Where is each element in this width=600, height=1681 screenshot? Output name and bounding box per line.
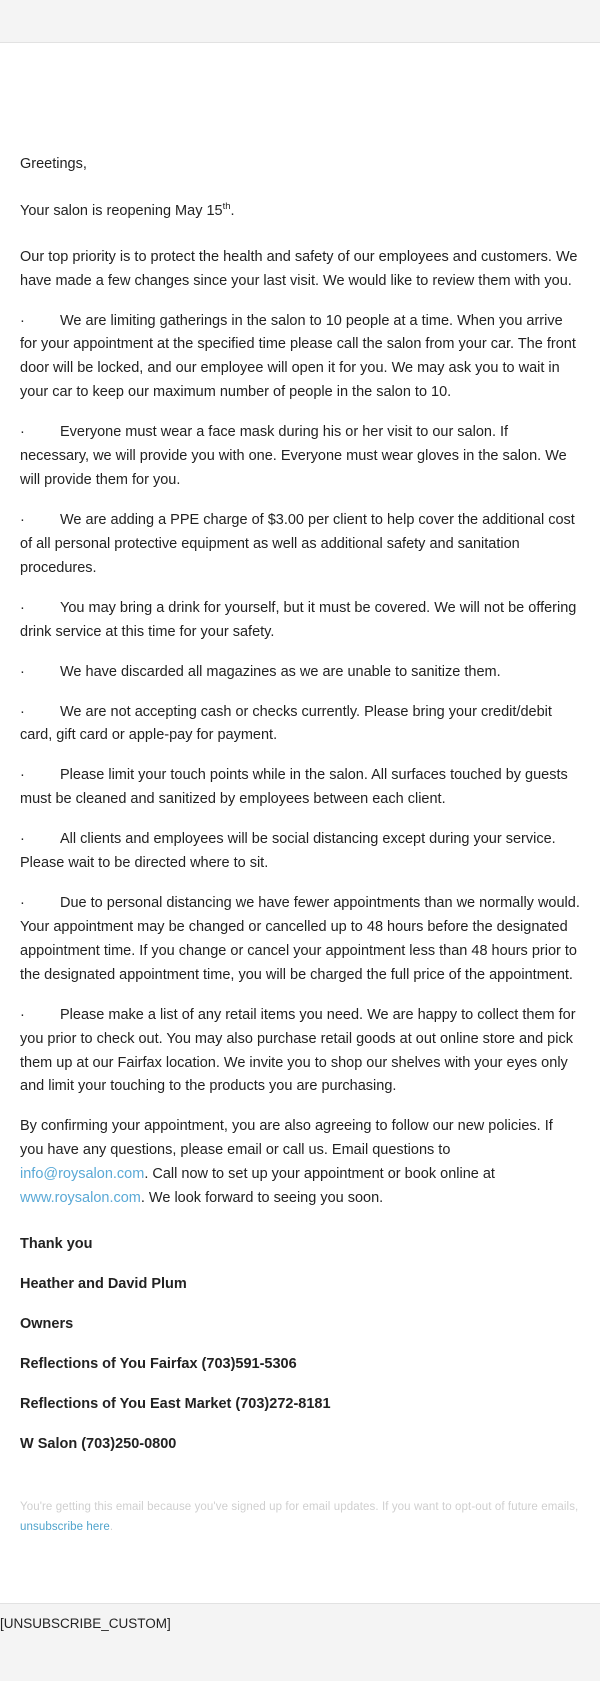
policy-item — [20, 892, 580, 988]
policy-item-text: We are not accepting cash or checks currently. Please bring your credit/debit card, gift card or apple-pay for payment. — [20, 703, 552, 744]
policy-item-text: Please make a list of any retail items you need. We are happy to collect them for you prior to check out. You may also purchase retail goods at out online store and pick them up at our Fairfax location. We invite you to shop our shelves with your eyes only and limit your touching to the products you are purchasing. — [20, 1006, 576, 1095]
top-spacer — [0, 0, 600, 42]
policy-item — [20, 661, 580, 685]
policy-item-text: You may bring a drink for yourself, but it must be covered. We will not be offering drink service at this time for your safety. — [20, 599, 577, 640]
card-bottom-spacer — [20, 1537, 580, 1593]
reopen-period: . — [230, 202, 235, 219]
bullet-marker-icon: · — [20, 767, 25, 784]
footer-disclaimer — [20, 1497, 580, 1537]
policy-item-text: We have discarded all magazines as we are unable to sanitize them. — [60, 663, 501, 680]
email-card — [0, 42, 600, 1604]
policy-item — [20, 701, 580, 749]
footer-note-part2: . — [109, 1520, 114, 1533]
bullet-marker-icon: · — [20, 1006, 25, 1023]
signature-block — [20, 1231, 580, 1457]
intro-paragraph: Our top priority is to protect the health and safety of our employees and customers. We have made a few changes since your last visit. We would like to review them with you. — [20, 248, 578, 289]
policy-item — [20, 764, 580, 812]
bullet-marker-icon: · — [20, 599, 25, 616]
email-body — [20, 43, 580, 1603]
footer-note-part1: You're getting this email because you've signed up for email updates. If you want to opt-out of future emails, — [20, 1500, 579, 1513]
bullet-marker-icon: · — [20, 312, 25, 329]
policy-item-text: Everyone must wear a face mask during his or her visit to our salon. If necessary, we will provide you with one. Everyone must wear gloves in the salon. We will provide them for you. — [20, 424, 567, 489]
policy-item-text: All clients and employees will be social distancing except during your service. Please wait to be directed where to sit. — [20, 831, 556, 872]
email-address-link[interactable]: info@roysalon.com — [20, 1166, 145, 1183]
closing-paragraph — [20, 1115, 580, 1211]
bullet-marker-icon: · — [20, 424, 25, 441]
policy-item — [20, 509, 580, 581]
policy-item-text: Please limit your touch points while in the salon. All surfaces touched by guests must be cleaned and sanitized by employees between each client. — [20, 767, 568, 808]
bullet-marker-icon: · — [20, 511, 25, 528]
policy-item-text: We are adding a PPE charge of $3.00 per client to help cover the additional cost of all personal protective equipment as well as additional safety and sanitation procedures. — [20, 511, 575, 576]
unsubscribe-link[interactable]: unsubscribe here — [20, 1520, 110, 1533]
closing-text-part1: By confirming your appointment, you are also agreeing to follow our new policies. If you have any questions, please email or call us. Email questions to — [20, 1118, 553, 1159]
bullet-marker-icon: · — [20, 703, 25, 720]
reopen-ordinal-suffix: th — [222, 200, 231, 212]
greeting-text: Greetings, — [20, 156, 87, 172]
closing-text-part3: . We look forward to seeing you soon. — [140, 1190, 384, 1207]
reopen-prefix: Your salon is reopening May 15 — [20, 202, 223, 219]
policy-item — [20, 421, 580, 493]
bullet-marker-icon: · — [20, 895, 25, 912]
signature-line: Owners — [20, 1315, 74, 1332]
unsubscribe-custom-token: [UNSUBSCRIBE_CUSTOM] — [0, 1604, 600, 1641]
bottom-spacer — [0, 1641, 600, 1681]
policy-item — [20, 310, 580, 406]
website-link[interactable]: www.roysalon.com — [20, 1190, 141, 1207]
reopen-date-text — [20, 199, 580, 224]
closing-text-part2: . Call now to set up your appointment or book online at — [144, 1166, 495, 1183]
signature-line: Thank you — [20, 1236, 93, 1253]
signature-line: W Salon (703)250-0800 — [20, 1435, 177, 1452]
policy-item — [20, 597, 580, 645]
policy-item-text: We are limiting gatherings in the salon to 10 people at a time. When you arrive for your appointment at the specified time please call the salon from your car. The front door will be locked, and our employee will open it for you. We may ask you to wait in your car to keep our maximum number of people in the salon to 10. — [20, 312, 576, 401]
bullet-marker-icon: · — [20, 831, 25, 848]
signature-line: Reflections of You East Market (703)272-8181 — [20, 1395, 331, 1412]
policy-item — [20, 1004, 580, 1100]
policy-item-text: Due to personal distancing we have fewer appointments than we normally would. Your appointment may be changed or cancelled up to 48 hours before the designated appointment time. If you change or cancel your appointment less than 48 hours prior to the designated appointment time, you will be charged the full price of the appointment. — [20, 895, 580, 983]
bullet-marker-icon: · — [20, 663, 25, 680]
signature-line: Reflections of You Fairfax (703)591-5306 — [20, 1355, 297, 1372]
signature-line: Heather and David Plum — [20, 1276, 187, 1293]
policy-item — [20, 828, 580, 876]
